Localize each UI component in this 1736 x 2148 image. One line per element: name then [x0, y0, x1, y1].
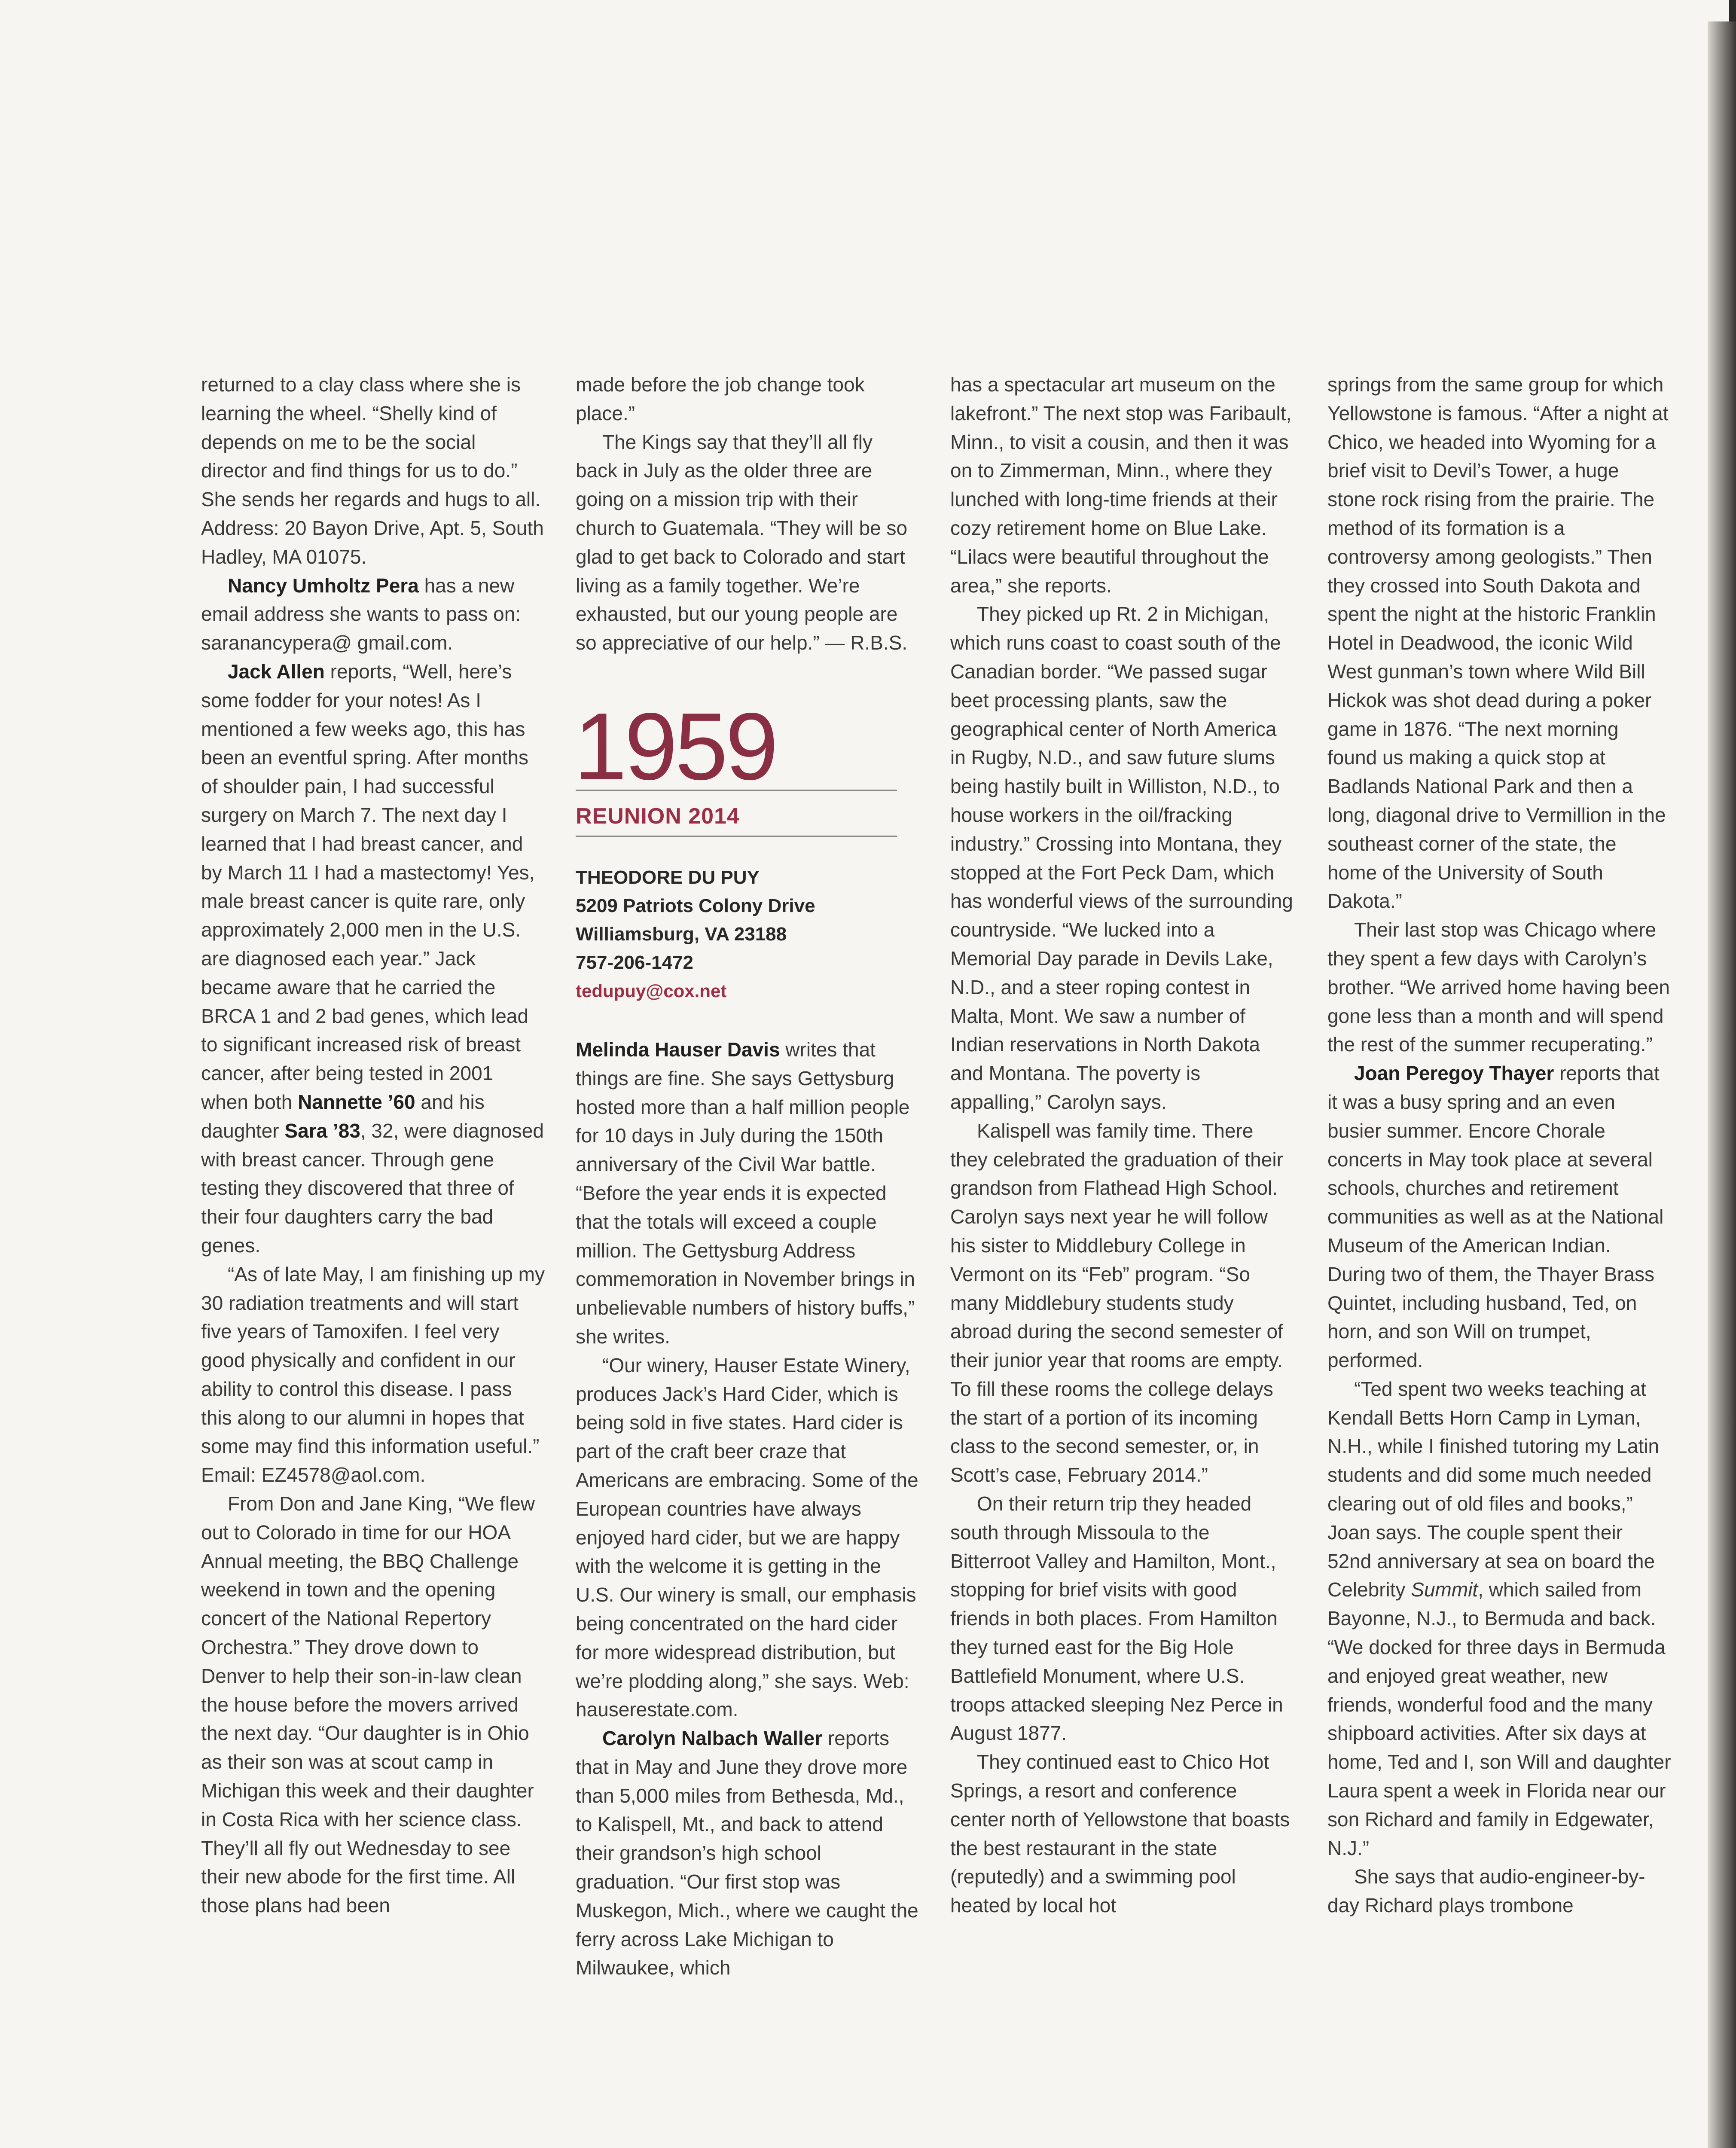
paragraph-text: has a new email address she wants to pass on: saranancypera@ gmail.com.: [201, 574, 521, 654]
paragraph-text: , which sailed from Bayonne, N.J., to Bermuda and back. “We docked for three days in Bermuda and enjoyed great weather, new friends, wonderful food and the many shipboard activities. After six days at home, Ted and I, son Will and daughter Laura spent a week in Florida near our son Richard and family in Edgewater, N.J.”: [1327, 1578, 1671, 1859]
paragraph-text: reports that in May and June they drove more than 5,000 miles from Bethesda, Md., to Kalispell, Mt., and back to attend their grandson’s high school graduation. “Our first stop was Muskegon, Mich., where we caught the ferry across Lake Michigan to Milwaukee, which: [576, 1727, 918, 1979]
paragraph: They picked up Rt. 2 in Michigan, which runs coast to coast south of the Canadian border. “We passed sugar beet processing plants, saw the geographical center of North America in Rugby, N.D., and saw future slums being hastily built in Williston, N.D., to house workers in the oil/fracking industry.” Crossing into Montana, they stopped at the Fort Peck Dam, which has wonderful views of the surrounding countryside. “We lucked into a Memorial Day parade in Devils Lake, N.D., and a steer roping contest in Malta, Mont. We saw a number of Indian reservations in North Dakota and Montana. The poverty is appalling,” Carolyn says.: [950, 603, 1293, 1113]
paragraph-text: “Ted spent two weeks teaching at Kendall Betts Horn Camp in Lyman, N.H., while I finished tutoring my Latin students and did some much needed clearing out of old files and books,” Joan says. The couple spent their 52nd anniversary at sea on board the Celebrity: [1327, 1377, 1660, 1601]
paragraph: On their return trip they headed south through Missoula to the Bitterroot Valley and Hamilton, Mont., stopping for brief visits with good friends in both places. From Hamilton they turned east for the Big Hole Battlefield Monument, where U.S. troops attacked sleeping Nez Perce in August 1877.: [950, 1492, 1283, 1745]
paragraph: She says that audio-engineer-by-day Richard plays trombone: [1327, 1865, 1645, 1917]
alumni-name: Joan Peregoy Thayer: [1354, 1062, 1554, 1085]
alumni-name: Jack Allen: [228, 660, 325, 683]
paragraph: [201, 571, 545, 657]
alumni-name: Nannette ’60: [298, 1090, 415, 1113]
text-column-3: [950, 370, 1294, 1920]
alumni-name: Sara ’83: [284, 1119, 360, 1142]
class-reporter-street: 5209 Patriots Colony Drive: [576, 895, 815, 916]
paragraph: [576, 1035, 919, 1351]
reunion-label: REUNION 2014: [576, 803, 740, 829]
alumni-name: Carolyn Nalbach Waller: [602, 1727, 823, 1750]
class-reporter-name: THEODORE DU PUY: [576, 867, 760, 888]
paragraph: springs from the same group for which Yellowstone is famous. “After a night at Chico, we headed into Wyoming for a brief visit to Devil’s Tower, a huge stone rock rising from the prairie. The method of its formation is a controversy among geologists.” Then they crossed into South Dakota and spent the night at the historic Franklin Hotel in Deadwood, the iconic Wild West gunman’s town where Wild Bill Hickok was shot dead during a poker game in 1876. “The next morning found us making a quick stop at Badlands National Park and then a long, diagonal drive to Vermillion in the southeast corner of the state, the home of the University of South Dakota.”: [1327, 373, 1669, 912]
text-column-4: [1327, 370, 1671, 1920]
alumni-name: Melinda Hauser Davis: [576, 1038, 780, 1061]
paragraph: has a spectacular art museum on the lakefront.” The next stop was Faribault, Minn., to visit a cousin, and then it was on to Zimmerman, Minn., where they lunched with long-time friends at their cozy retirement home on Blue Lake. “Lilacs were beautiful throughout the area,” she reports.: [950, 373, 1292, 597]
class-year-heading: 1959: [574, 693, 776, 800]
paragraph-text: , 32, were diagnosed with breast cancer. Through gene testing they discovered that three of their four daughters carry the bad genes.: [201, 1119, 544, 1257]
class-reporter-phone: 757-206-1472: [576, 952, 694, 973]
paragraph: made before the job change took place.”: [576, 373, 865, 424]
paragraph: [201, 657, 545, 1260]
paragraph: The Kings say that they’ll all fly back in July as the older three are going on a mission trip with their church to Guatemala. “They will be so glad to get back to Colorado and start living as a family together. We’re exhausted, but our young people are so appreciative of our help.” — R.B.S.: [576, 430, 908, 654]
paragraph: Kalispell was family time. There they celebrated the graduation of their grandson from Flathead High School. Carolyn says next year he will follow his sister to Middlebury College in Vermont on its “Feb” program. “So many Middlebury students study abroad during the second semester of their junior year that rooms are empty. To fill these rooms the college delays the start of a portion of its incoming class to the second semester, or, in Scott’s case, February 2014.”: [950, 1119, 1283, 1486]
paragraph: [1327, 1375, 1671, 1863]
ship-name: Summit: [1411, 1578, 1478, 1601]
paragraph: [1327, 1059, 1671, 1375]
paragraph: They continued east to Chico Hot Springs, a resort and conference center north of Yellowstone that boasts the best restaurant in the state (reputedly) and a swimming pool heated by local hot: [950, 1751, 1290, 1917]
text-column-1: [201, 370, 545, 1920]
paragraph: From Don and Jane King, “We flew out to Colorado in time for our HOA Annual meeting, the BBQ Challenge weekend in town and the opening concert of the National Repertory Orchestra.” They drove down to Denver to help their son-in-law clean the house before the movers arrived the next day. “Our daughter is in Ohio as their son was at scout camp in Michigan this week and their daughter in Costa Rica with her science class. They’ll all fly out Wednesday to see their new abode for the first time. All those plans had been: [201, 1492, 535, 1917]
text-column-2: [576, 370, 919, 1982]
divider: [576, 836, 897, 837]
class-reporter-city: Williamsburg, VA 23188: [576, 923, 787, 945]
paragraph: [576, 1724, 919, 1982]
paragraph-text: and his daughter: [201, 1090, 485, 1142]
paragraph: returned to a clay class where she is learning the wheel. “Shelly kind of depends on me to be the social director and find things for us to do.” She sends her regards and hugs to all. Address: 20 Bayon Drive, Apt. 5, South Hadley, MA 01075.: [201, 373, 544, 568]
paragraph: Their last stop was Chicago where they spent a few days with Carolyn’s brother. “We arrived home having been gone less than a month and will spend the rest of the summer recuperating.”: [1327, 918, 1670, 1056]
paragraph: “As of late May, I am finishing up my 30 radiation treatments and will start five years of Tamoxifen. I feel very good physically and confident in our ability to control this disease. I pass this along to our alumni in hopes that some may find this information useful.” Email: EZ4578@aol.com.: [201, 1263, 545, 1486]
class-reporter-email[interactable]: tedupuy@cox.net: [576, 980, 727, 1001]
paragraph-text: reports, “Well, here’s some fodder for your notes! As I mentioned a few weeks ago, this has been an eventful spring. After months of shoulder pain, I had successful surgery on March 7. The next day I learned that I had breast cancer, and by March 11 I had a mastectomy! Yes, male breast cancer is quite rare, only approximately 2,000 men in the U.S. are diagnosed each year.” Jack became aware that he carried the BRCA 1 and 2 bad genes, which lead to significant increased risk of breast cancer, after being tested in 2001 when both: [201, 660, 535, 1113]
paragraph-text: reports that it was a busy spring and an even busier summer. Encore Chorale concerts in May took place at several schools, churches and retirement communities as well as at the National Museum of the American Indian. During two of them, the Thayer Brass Quintet, including husband, Ted, on horn, and son Will on trumpet, performed.: [1327, 1062, 1664, 1372]
alumni-name: Nancy Umholtz Pera: [228, 574, 419, 597]
paragraph: “Our winery, Hauser Estate Winery, produces Jack’s Hard Cider, which is being sold in five states. Hard cider is part of the craft beer craze that Americans are embracing. Some of the European countries have always enjoyed hard cider, but we are happy with the welcome it is getting in the U.S. Our winery is small, our emphasis being concentrated on the hard cider for more widespread distribution, but we’re plodding along,” she says. Web: hauserestate.com.: [576, 1354, 918, 1721]
paragraph-text: writes that things are fine. She says Gettysburg hosted more than a half million people for 10 days in July during the 150th anniversary of the Civil War battle. “Before the year ends it is expected that the totals will exceed a couple million. The Gettysburg Address commemoration in November brings in unbelievable numbers of history buffs,” she writes.: [576, 1038, 915, 1348]
page-edge-shadow: [1708, 21, 1736, 2148]
